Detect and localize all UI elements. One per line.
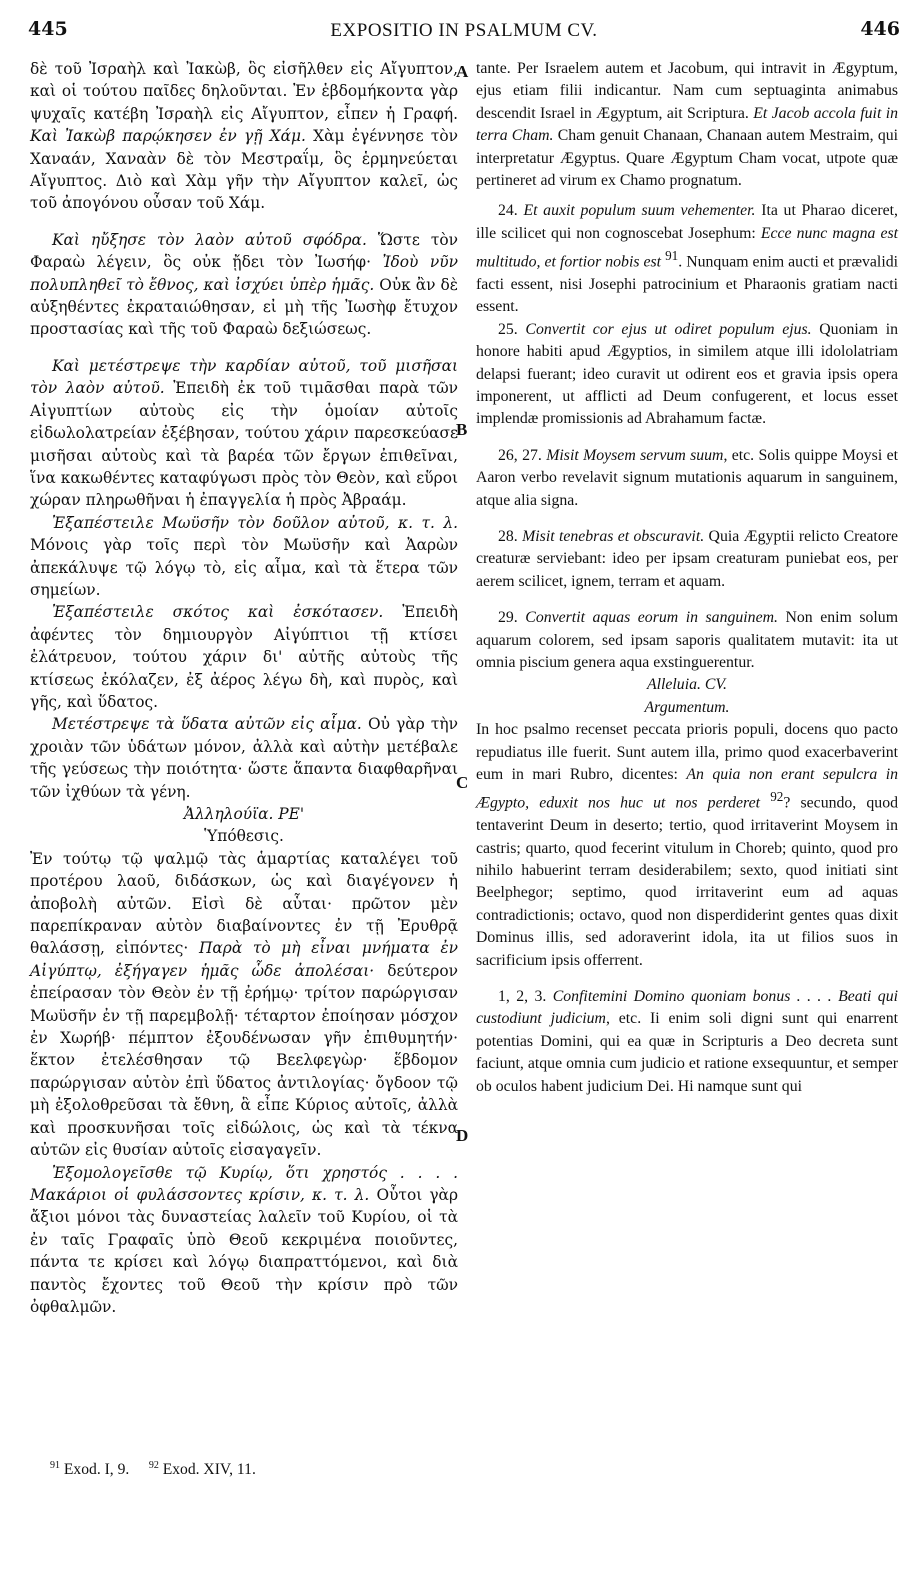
page-header [28,18,900,46]
footnotes [50,1460,256,1479]
page-number-right: 446 [860,18,900,40]
running-title: EXPOSITIO IN PSALMUM CV. [330,20,598,41]
greek-paragraph: δὲ τοῦ Ἰσραὴλ καὶ Ἰακὼβ, ὃς εἰσῆλθεν εἰς Αἴγυπτον, καὶ οἱ τούτου παῖδες δηλοῦνται. Ἐν ἑβδομήκοντα γὰρ ψυχαῖς κατέβη Ἰσραὴλ εἰς Αἴγυπτον, εἶπεν ἡ Γραφή. Καὶ Ἰακὼβ παρῴκησεν ἐν γῇ Χάμ. Χὰμ ἐγέννησε τὸν Χαναάν, Χαναὰν δὲ τὸν Μεστραΐμ, ὃς ἑρμηνεύεται Αἴγυπτος. Διὸ καὶ Χὰμ γῆν τὴν Αἴγυπτον καλεῖ, ὡς τοῦ ἀπογόνου οὖσαν τοῦ Χάμ. [30,60,458,213]
footnote-text: Exod. I, 9. [63,1461,130,1479]
latin-paragraph: 25. Convertit cor ejus ut odiret populum ejus. Quoniam in honore habiti apud Ægyptios, in similem atque illi idololatriam delapsi fuerant; ideo curavit ut odirent eos et gravia ipsis opera imponerent, ut afflicti ad Deum confugerent, et locus esset implendæ promissionis ad Abrahamum factæ. [476,320,898,428]
latin-paragraph: In hoc psalmo recenset peccata prioris populi, docens quo pacto repudiatus ille fuerit. Sunt autem illa, primo quod exacerbaverint eum in mari Rubro, dicentes: An quia non erant sepulcra in Ægypto, eduxit nos huc ut nos perderet $^{92}$? secundo, quod tentaverint Deum in deserto; tertio, quod irritaverint Moysem in castris; quarto, quod fecerint vitulum in Choreb; quinto, quod pro nihilo habuerint terram desiderabilem; sexto, quod initiati sint Beelphegor; septimo, quod irritaverint eum ad aquas contradictionis; octavo, quod non disperdiderint gentes quas dixit Dominus illis, sed adoraverint idola, ita ut filios suos in sacrificium ipsis offerrent. [476,721,899,969]
margin-letter-a: A [456,62,469,81]
greek-paragraph: Καὶ ηὔξησε τὸν λαὸν αὐτοῦ σφόδρα. Ὥστε τὸν Φαραὼ λέγειν, ὃς οὐκ ᾔδει τὸν Ἰωσήφ· Ἰδοὺ νῦν πολυπληθεῖ τὸ ἔθνος, καὶ ἰσχύει ὑπὲρ ἡμᾶς. Οὐκ ἂν δὲ αὐξηθέντες ἐκραταιώθησαν, εἰ μὴ τῆς Ἰωσὴφ ἔτυχον προστασίας καὶ τῆς τοῦ Φαραὼ δεξιώσεως. [30,230,458,339]
greek-paragraph: Καὶ μετέστρεψε τὴν καρδίαν αὐτοῦ, τοῦ μισῆσαι τὸν λαὸν αὐτοῦ. Ἐπειδὴ ἐκ τοῦ τιμᾶσθαι παρὰ τῶν Αἰγυπτίων αὐτοὺς εἰς τὴν ὁμοίαν αὐτοῖς εἰδωλολατρείαν ἐξέβησαν, τούτου χάριν παρεσκεύασε μισῆσαι αὐτοὺς καὶ τὰ βαρέα τῶν ἔργων ἐπιθεῖναι, ἵνα κακωθέντες καταφύγωσι πρὸς τὸν Θεὸν, καὶ εὕροι χώραν πληρωθῆναι ἡ ἐπαγγελία ἡ πρὸς Ἀβραάμ. [30,356,459,510]
latin-paragraph: tante. Per Israelem autem et Jacobum, qui intravit in Ægyptum, ejus etiam filii indicantur. Nam cum septuaginta animabus descendit Israel in Ægyptum, ait Scriptura. Et Jacob accola fuit in terra Cham. Cham genuit Chanaan, Chanaan autem Mestraim, qui interpretatur Ægyptus. Quare Ægyptum Cham vocat, utpote quæ pertineret ad virum ex Chamo prognatum. [476,60,899,190]
argument-title-latin: Argumentum. [644,698,730,716]
greek-paragraph: Ἐν τούτῳ τῷ ψαλμῷ τὰς ἁμαρτίας καταλέγει τοῦ προτέρου λαοῦ, διδάσκων, ὡς καὶ διαγέγονεν ἡ ἀποβολὴ αὐτῶν. Εἰσὶ δὲ αὗται· πρῶτον μὲν παρεπίκραναν αὐτὸν διαβαίνοντες ἐν τῇ Ἐρυθρᾷ θαλάσσῃ, εἰπόντες· Παρὰ τὸ μὴ εἶναι μνήματα ἐν Αἰγύπτῳ, ἐξήγαγεν ἡμᾶς ὧδε ἀπολέσαι· δεύτερον ἐπείρασαν τὸν Θεὸν ἐν τῇ ἐρήμῳ· τρίτον παρώργισαν Μωϋσῆν ἐν τῇ παρεμβολῇ· τέταρτον ἐποίησαν μόσχον ἐν Χωρήβ· πέμπτον ἐξουδένωσαν γῆν ἐπιθυμητήν· ἕκτον ἐτελέσθησαν τῷ Βεελφεγὼρ· ἕβδομον παρώργισαν αὐτὸν ἐπὶ ὕδατος ἀντιλογίας· ὄγδοον τῷ μὴ ἐξολοθρεῦσαι τὰ ἔθνη, ἃ εἶπε Κύριος αὐτοῖς, ἀλλὰ καὶ προσκυνῆσαι τοῖς εἰδώλοις, ὡς καὶ τὰ τέκνα αὐτῶν εἰς θυσίαν αὐτοῖς εἰσαγαγεῖν. [30,849,458,1160]
page-number-left: 445 [28,18,68,40]
latin-paragraph: 28. Misit tenebras et obscuravit. Quia Ægyptii relicto Creatore creaturæ serviebant: ideo per ipsam creaturam puniebat eos, per aerem scilicet, ignem, terram et aquam. [476,527,898,590]
footnote-number: 91 [50,1460,60,1471]
latin-paragraph: 26, 27. Misit Moysem servum suum, etc. Solis quippe Moysi et Aaron verbo revelavit signum mutationis aquarum in sanguinem, atque alia signa. [476,446,898,509]
footnote-ref: 92 [770,789,784,805]
footnote-number: 92 [148,1460,159,1471]
greek-paragraph: Ἐξομολογεῖσθε τῷ Κυρίῳ, ὅτι χρηστός . . . . Μακάριοι οἱ φυλάσσοντες κρίσιν, κ. τ. λ. Οὗτοι γὰρ ἄξιοι μόνοι τὰς δυναστείας λαλεῖν τοῦ Κυρίου, οἱ τὰ ἐν ταῖς Γραφαῖς ὑπὸ Θεοῦ κεκριμένα ποιοῦντες, πάντα τε κρίσει καὶ λόγῳ διαπραττόμενοι, καὶ διὰ παντὸς ἔχοντες τοῦ Θεοῦ τὴν κρίσιν πρὸ τῶν ὀφθαλμῶν. [30,1163,458,1316]
latin-column [476,58,898,1098]
margin-letter-c: C [456,773,469,792]
psalm-title-latin: Alleluia. CV. [646,676,727,694]
psalm-title-greek: Ἀλληλούϊα. ΡΕ' [183,805,305,823]
argument-title-greek: Ὑπόθεσις. [204,827,284,846]
greek-paragraph: Ἐξαπέστειλε σκότος καὶ ἐσκότασεν. Ἐπειδὴ ἀφέντες τὸν δημιουργὸν Αἰγύπτιοι τῇ κτίσει ἐλάτρευον, τούτου χάριν δι' αὐτῆς αὐτοὺς τῆς κτίσεως ἐκόλαζεν, ἐξ ἀέρος λέγω δὴ, καὶ πυρὸς, καὶ γῆς, καὶ ὕδατος. [30,603,458,711]
footnote-ref: 91 [665,248,679,264]
greek-paragraph: Ἐξαπέστειλε Μωϋσῆν τὸν δοῦλον αὐτοῦ, κ. τ. λ. Μόνοις γὰρ τοῖς περὶ τὸν Μωϋσῆν καὶ Ἀαρὼν ἀπεκάλυψε τῷ λόγῳ τὸ, εἰς αἷμα, καὶ τὰ ἕτερα τῶν σημείων. [30,513,458,599]
latin-paragraph: 1, 2, 3. Confitemini Domino quoniam bonus . . . . Beati qui custodiunt judicium, etc. Ii enim soli digni sunt qui enarrent potentias Domini, qui ea quæ in Scripturis a Deo decreta sunt faciunt, atque omnia cum judicio et ratione exsequuntur, et semper ob oculos habent judicium Dei. Hi namque sunt qui [476,987,898,1095]
latin-paragraph: 24. Et auxit populum suum vehementer. Ita ut Pharao diceret, ille scilicet qui non cognoscebat Josephum: Ecce nunc magna est multitudo, et fortior nobis est $^{91}$. Nunquam enim aucti et prævalidi facti essent, nisi Josephi patrocinium et Pharaonis gratiam nacti essent. [476,202,898,316]
greek-column [30,58,458,1318]
footnote-text: Exod. XIV, 11. [162,1461,256,1479]
margin-letter-b: B [456,420,468,439]
latin-paragraph: 29. Convertit aquas eorum in sanguinem. Non enim solum aquarum colorem, sed ipsam saporis qualitatem mutavit: ita ut omnia piscium genera aqua exstinguerentur. [476,609,898,672]
greek-paragraph: Μετέστρεψε τὰ ὕδατα αὐτῶν εἰς αἷμα. Οὐ γὰρ τὴν χροιὰν τῶν ὑδάτων μόνον, ἀλλὰ καὶ αὐτὴν μετέβαλε τῆς γεύσεως τὴν ποιότητα· ὥστε ἅπαντα διαφθαρῆναι τῶν ἰχθύων τὰ γένη. [30,715,458,801]
margin-letter-d: D [456,1126,469,1145]
